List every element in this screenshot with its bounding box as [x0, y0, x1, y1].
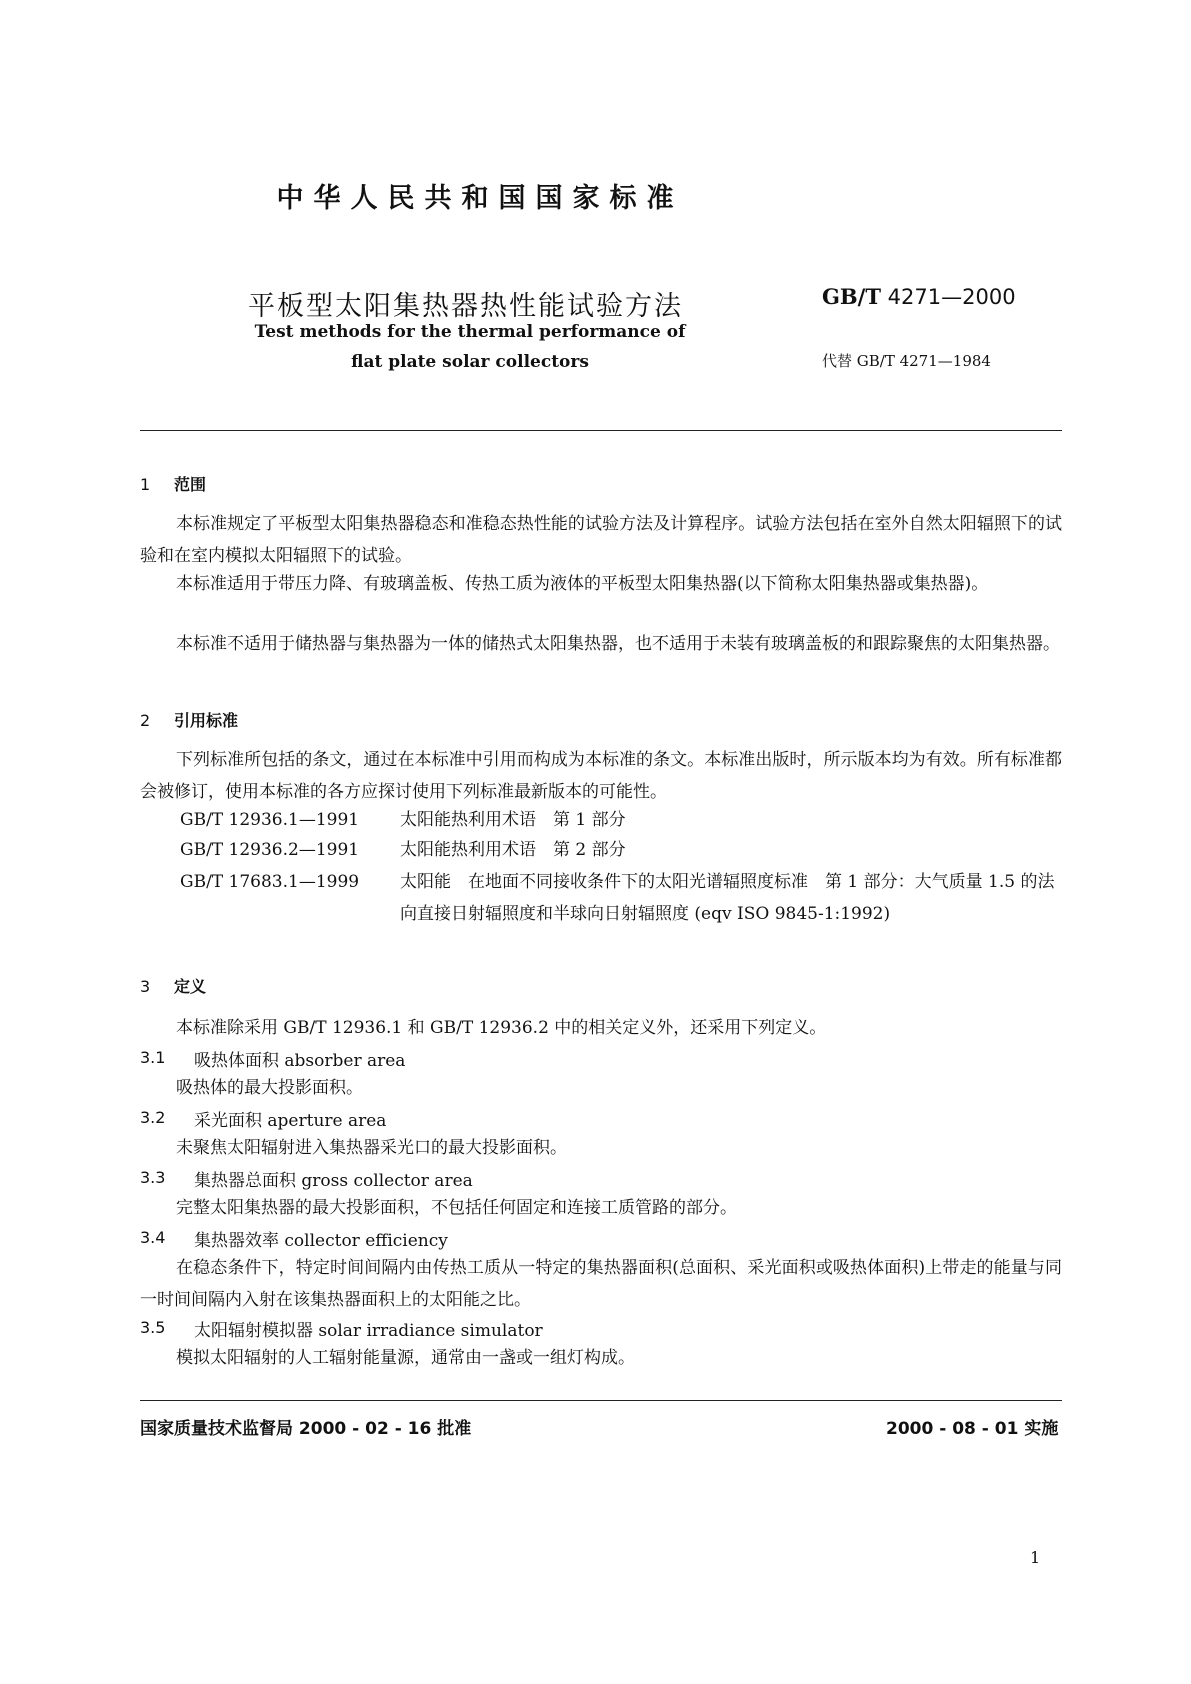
definition-number: 3.2 [140, 1108, 166, 1127]
reference-code: GB/T 17683.1—1999 [180, 872, 360, 892]
paragraph: 本标准适用于带压力降、有玻璃盖板、传热工质为液体的平板型太阳集热器(以下简称太阳集热器或集热器)。 [176, 574, 989, 594]
standard-code-prefix: GB/T [822, 284, 881, 309]
section-title: 引用标准 [174, 711, 239, 730]
section-3-heading [140, 974, 206, 997]
section-number: 3 [140, 977, 151, 996]
reference-title: 太阳能热利用术语 第 1 部分 [400, 810, 626, 830]
standard-title-en-line1: Test methods for the thermal performance of [254, 322, 686, 342]
definition-number: 3.5 [140, 1318, 166, 1337]
paragraph: 本标准除采用 GB/T 12936.1 和 GB/T 12936.2 中的相关定义外，还采用下列定义。 [176, 1018, 827, 1038]
definition-body: 模拟太阳辐射的人工辐射能量源，通常由一盏或一组灯构成。 [176, 1348, 635, 1368]
standard-code [822, 284, 1016, 309]
footer-divider [140, 1400, 1062, 1401]
reference-title: 太阳能 在地面不同接收条件下的太阳光谱辐照度标准 第 1 部分：大气质量 1.5 的法向直接日射辐照度和半球向日射辐照度 (eqv ISO 9845-1:1992) [400, 872, 1055, 924]
standard-category-title: 中华人民共和国国家标准 [276, 183, 684, 214]
header-divider [140, 430, 1062, 431]
paragraph: 本标准不适用于储热器与集热器为一体的储热式太阳集热器，也不适用于未装有玻璃盖板的和跟踪聚焦的太阳集热器。 [176, 634, 1060, 654]
section-title: 定义 [174, 977, 207, 996]
definition-body: 未聚焦太阳辐射进入集热器采光口的最大投影面积。 [176, 1138, 567, 1158]
definition-term: 集热器总面积 gross collector area [194, 1171, 473, 1191]
section-title: 范围 [174, 475, 207, 494]
definition-body: 吸热体的最大投影面积。 [176, 1078, 363, 1098]
definition-body: 在稳态条件下，特定时间间隔内由传热工质从一特定的集热器面积(总面积、采光面积或吸热体面积)上带走的能量与同一时间间隔内入射在该集热器面积上的太阳能之比。 [140, 1258, 1062, 1310]
page-number: 1 [1030, 1548, 1041, 1567]
standard-title-en-line2: flat plate solar collectors [351, 352, 589, 372]
reference-code: GB/T 12936.1—1991 [180, 810, 360, 830]
definition-term: 集热器效率 collector efficiency [194, 1231, 448, 1251]
reference-title: 太阳能热利用术语 第 2 部分 [400, 840, 626, 860]
definition-body: 完整太阳集热器的最大投影面积，不包括任何固定和连接工质管路的部分。 [176, 1198, 737, 1218]
definition-term: 太阳辐射模拟器 solar irradiance simulator [194, 1321, 543, 1341]
reference-code: GB/T 12936.2—1991 [180, 840, 360, 860]
section-1-heading [140, 472, 206, 495]
replaces-standard: 代替 GB/T 4271—1984 [822, 352, 991, 370]
section-number: 1 [140, 475, 151, 494]
effective-date: 2000 - 08 - 01 实施 [886, 1419, 1059, 1439]
definition-number: 3.3 [140, 1168, 166, 1187]
section-number: 2 [140, 711, 151, 730]
section-2-heading [140, 708, 238, 731]
definition-number: 3.4 [140, 1228, 166, 1247]
definition-term: 吸热体面积 absorber area [194, 1051, 406, 1071]
paragraph: 下列标准所包括的条文，通过在本标准中引用而构成为本标准的条文。本标准出版时，所示版本均为有效。所有标准都会被修订，使用本标准的各方应探讨使用下列标准最新版本的可能性。 [140, 750, 1062, 802]
definition-number: 3.1 [140, 1048, 166, 1067]
standard-title-cn: 平板型太阳集热器热性能试验方法 [248, 291, 683, 322]
paragraph: 本标准规定了平板型太阳集热器稳态和准稳态热性能的试验方法及计算程序。试验方法包括在室外自然太阳辐照下的试验和在室内模拟太阳辐照下的试验。 [140, 514, 1062, 566]
approval-date: 国家质量技术监督局 2000 - 02 - 16 批准 [140, 1419, 472, 1439]
standard-code-number: 4271—2000 [887, 285, 1016, 309]
definition-term: 采光面积 aperture area [194, 1111, 387, 1131]
